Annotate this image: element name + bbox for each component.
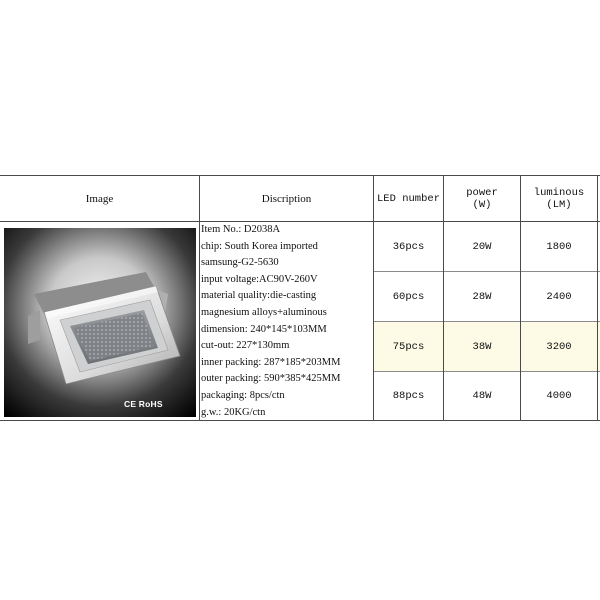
desc-chip-model: samsung-G2-5630: [201, 257, 279, 269]
desc-packaging: packaging: 8pcs/ctn: [201, 389, 285, 401]
product-photo: [4, 228, 196, 417]
header-power-unit: (W): [472, 199, 492, 211]
desc-material: material quality:die-casting: [201, 290, 317, 302]
row1-luminous: 1800: [546, 240, 572, 253]
row4-luminous: 4000: [546, 390, 572, 402]
header-power-label: power: [466, 187, 498, 199]
row3-led: 75pcs: [392, 340, 425, 353]
desc-chip: chip: South Korea imported: [201, 240, 318, 252]
row3-luminous: 3200: [546, 340, 572, 353]
row4-power: 48W: [472, 390, 492, 402]
certification-badges: CE RoHS: [124, 399, 163, 409]
header-luminous-label: luminous: [533, 187, 585, 199]
row1-led: 36pcs: [392, 240, 425, 253]
col-divider-5: [597, 175, 598, 421]
header-luminous: [521, 180, 597, 218]
desc-dimension: dimension: 240*145*103MM: [201, 323, 327, 335]
downlight-image: [4, 228, 196, 417]
header-luminous-unit: (LM): [546, 199, 572, 211]
desc-item-no: Item No.: D2038A: [201, 224, 281, 235]
desc-input-voltage: input voltage:AC90V-260V: [201, 273, 318, 285]
desc-gross-weight: g.w.: 20KG/ctn: [201, 406, 266, 418]
description-cell: [201, 222, 373, 421]
row2-power: 28W: [472, 290, 492, 303]
row1-power: 20W: [472, 240, 492, 253]
header-image: Image: [85, 192, 114, 205]
header-description: Discription: [261, 192, 312, 205]
header-power: [444, 180, 520, 218]
row3-power: 38W: [472, 340, 492, 353]
header-led-number: LED number: [376, 192, 440, 205]
row2-led: 60pcs: [392, 290, 425, 303]
desc-material-cont: magnesium alloys+aluminous: [201, 306, 327, 318]
desc-cut-out: cut-out: 227*130mm: [201, 340, 290, 352]
desc-outer-packing: outer packing: 590*385*425MM: [201, 373, 341, 385]
desc-inner-packing: inner packing: 287*185*203MM: [201, 356, 341, 368]
row4-led: 88pcs: [392, 390, 425, 402]
row2-luminous: 2400: [546, 290, 572, 303]
